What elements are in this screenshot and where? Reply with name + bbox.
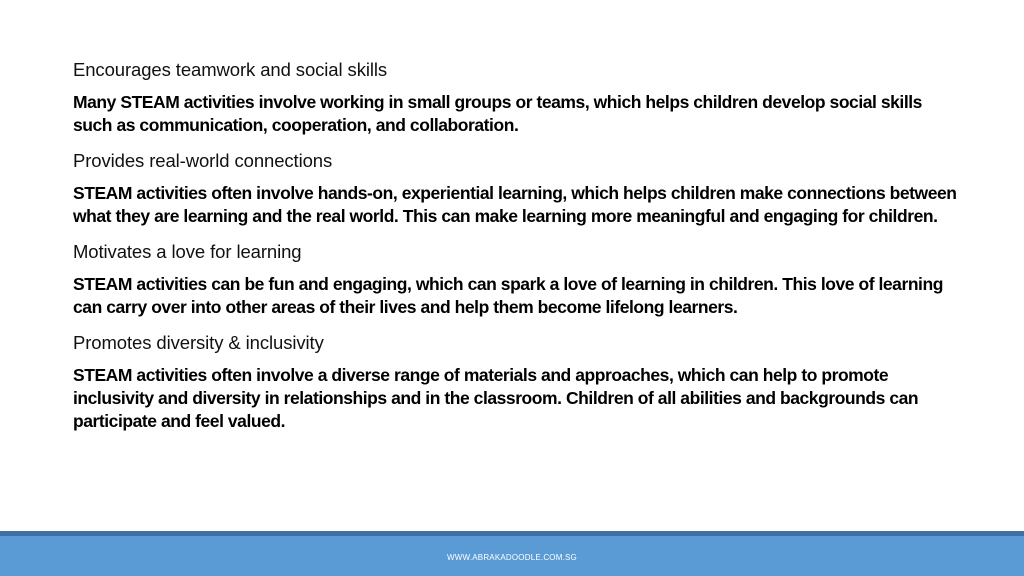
section-heading: Motivates a love for learning <box>73 241 302 262</box>
section-body: STEAM activities can be fun and engaging, which can spark a love of learning in children. This love of learning can carry over into other areas of their lives and help them become lifelong learners. <box>73 274 943 317</box>
section-heading: Encourages teamwork and social skills <box>73 59 388 80</box>
section-heading: Provides real-world connections <box>73 150 333 171</box>
section-real-world <box>73 149 963 228</box>
section-teamwork <box>73 58 963 137</box>
section-diversity <box>73 331 963 433</box>
footer-website-link[interactable]: WWW.ABRAKADOODLE.COM.SG <box>447 553 577 562</box>
section-body: STEAM activities often involve a diverse range of materials and approaches, which can help to promote inclusivity and diversity in relationships and in the classroom. Children of all abilities and backgrounds can participate and feel valued. <box>73 365 919 431</box>
section-body: STEAM activities often involve hands-on, experiential learning, which helps children make connections between what they are learning and the real world. This can make learning more meaningful and engaging for children. <box>73 183 957 226</box>
section-heading: Promotes diversity & inclusivity <box>73 332 324 353</box>
slide-content <box>73 58 963 445</box>
section-love-for-learning <box>73 240 963 319</box>
section-body: Many STEAM activities involve working in small groups or teams, which helps children develop social skills such as communication, cooperation, and collaboration. <box>73 92 922 135</box>
